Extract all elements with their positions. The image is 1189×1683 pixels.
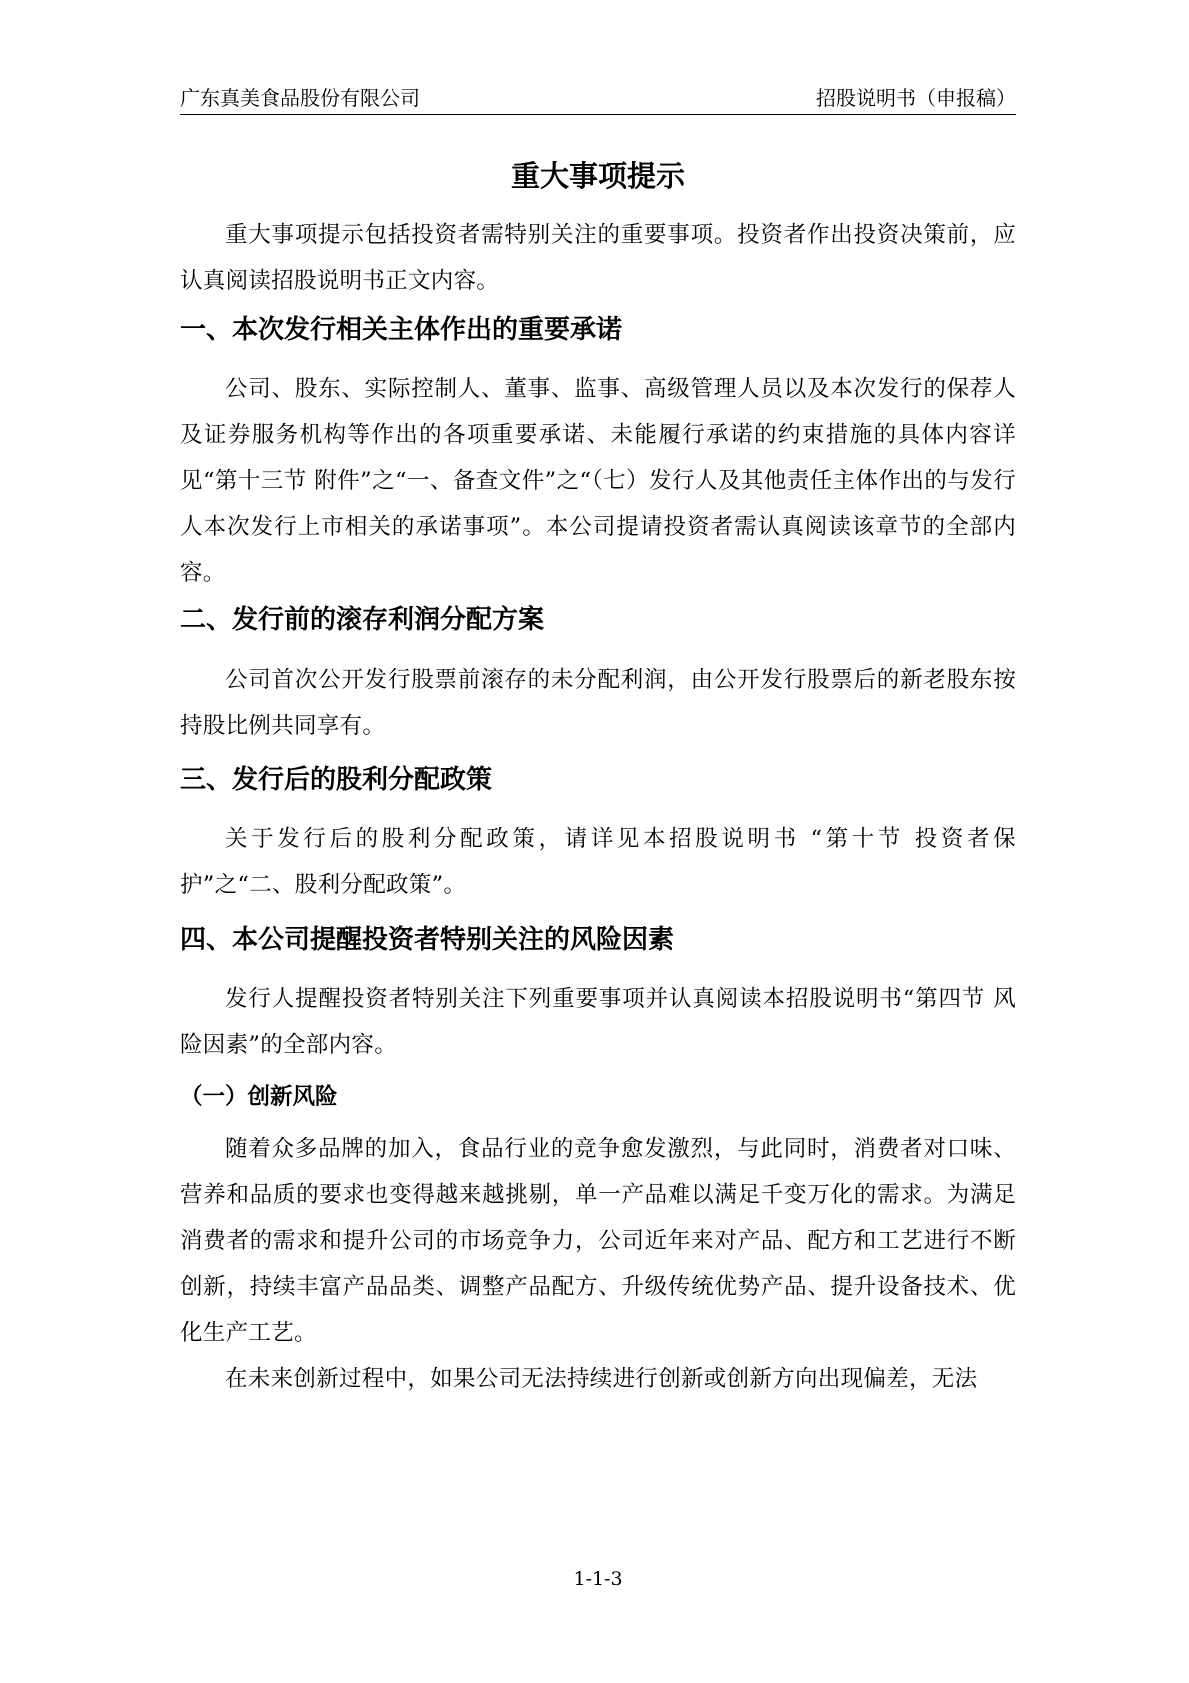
page-title: 重大事项提示 (510, 159, 685, 193)
subsection-heading: （一）创新风险 (180, 1084, 338, 1110)
section-text-2: 公司首次公开发行股票前滚存的未分配利润，由公开发行股票后的新老股东按持股比例共同享有。 (180, 667, 1016, 739)
section-text-3: 关于发行后的股利分配政策，请详见本招股说明书 “第十节 投资者保护”之“二、股利分配政策”。 (180, 826, 1016, 898)
header-document-type: 招股说明书（申报稿） (816, 86, 1016, 110)
section-heading-2: 二、发行前的滚存利润分配方案 (180, 605, 545, 635)
section-heading-4: 四、本公司提醒投资者特别关注的风险因素 (180, 925, 675, 955)
section-text-1: 公司、股东、实际控制人、董事、监事、高级管理人员以及本次发行的保荐人及证券服务机构等作出的各项重要承诺、未能履行承诺的约束措施的具体内容详见“第十三节 附件”之“一、备查文件”之“（七）发行人及其他责任主体作出的与发行人本次发行上市相关的承诺事项”。本公司提请投资者需认真阅读该章节的全部内容。 (180, 376, 1016, 586)
page-header (180, 84, 1016, 115)
intro-paragraph: 重大事项提示包括投资者需特别关注的重要事项。投资者作出投资决策前，应认真阅读招股说明书正文内容。 (180, 222, 1016, 294)
section-heading-1: 一、本次发行相关主体作出的重要承诺 (180, 315, 623, 345)
subsection-paragraph-1: 随着众多品牌的加入，食品行业的竞争愈发激烈，与此同时，消费者对口味、营养和品质的要求也变得越来越挑剔，单一产品难以满足千变万化的需求。为满足消费者的需求和提升公司的市场竞争力，公司近年来对产品、配方和工艺进行不断创新，持续丰富产品品类、调整产品配方、升级传统优势产品、提升设备技术、优化生产工艺。 (180, 1136, 1016, 1346)
page-number: 1-1-3 (573, 1568, 623, 1590)
section-text-4: 发行人提醒投资者特别关注下列重要事项并认真阅读本招股说明书“第四节 风险因素”的全部内容。 (180, 986, 1016, 1058)
header-company-name: 广东真美食品股份有限公司 (180, 86, 420, 110)
section-heading-3: 三、发行后的股利分配政策 (180, 765, 493, 795)
subsection-paragraph-2: 在未来创新过程中，如果公司无法持续进行创新或创新方向出现偏差，无法 (225, 1366, 978, 1392)
